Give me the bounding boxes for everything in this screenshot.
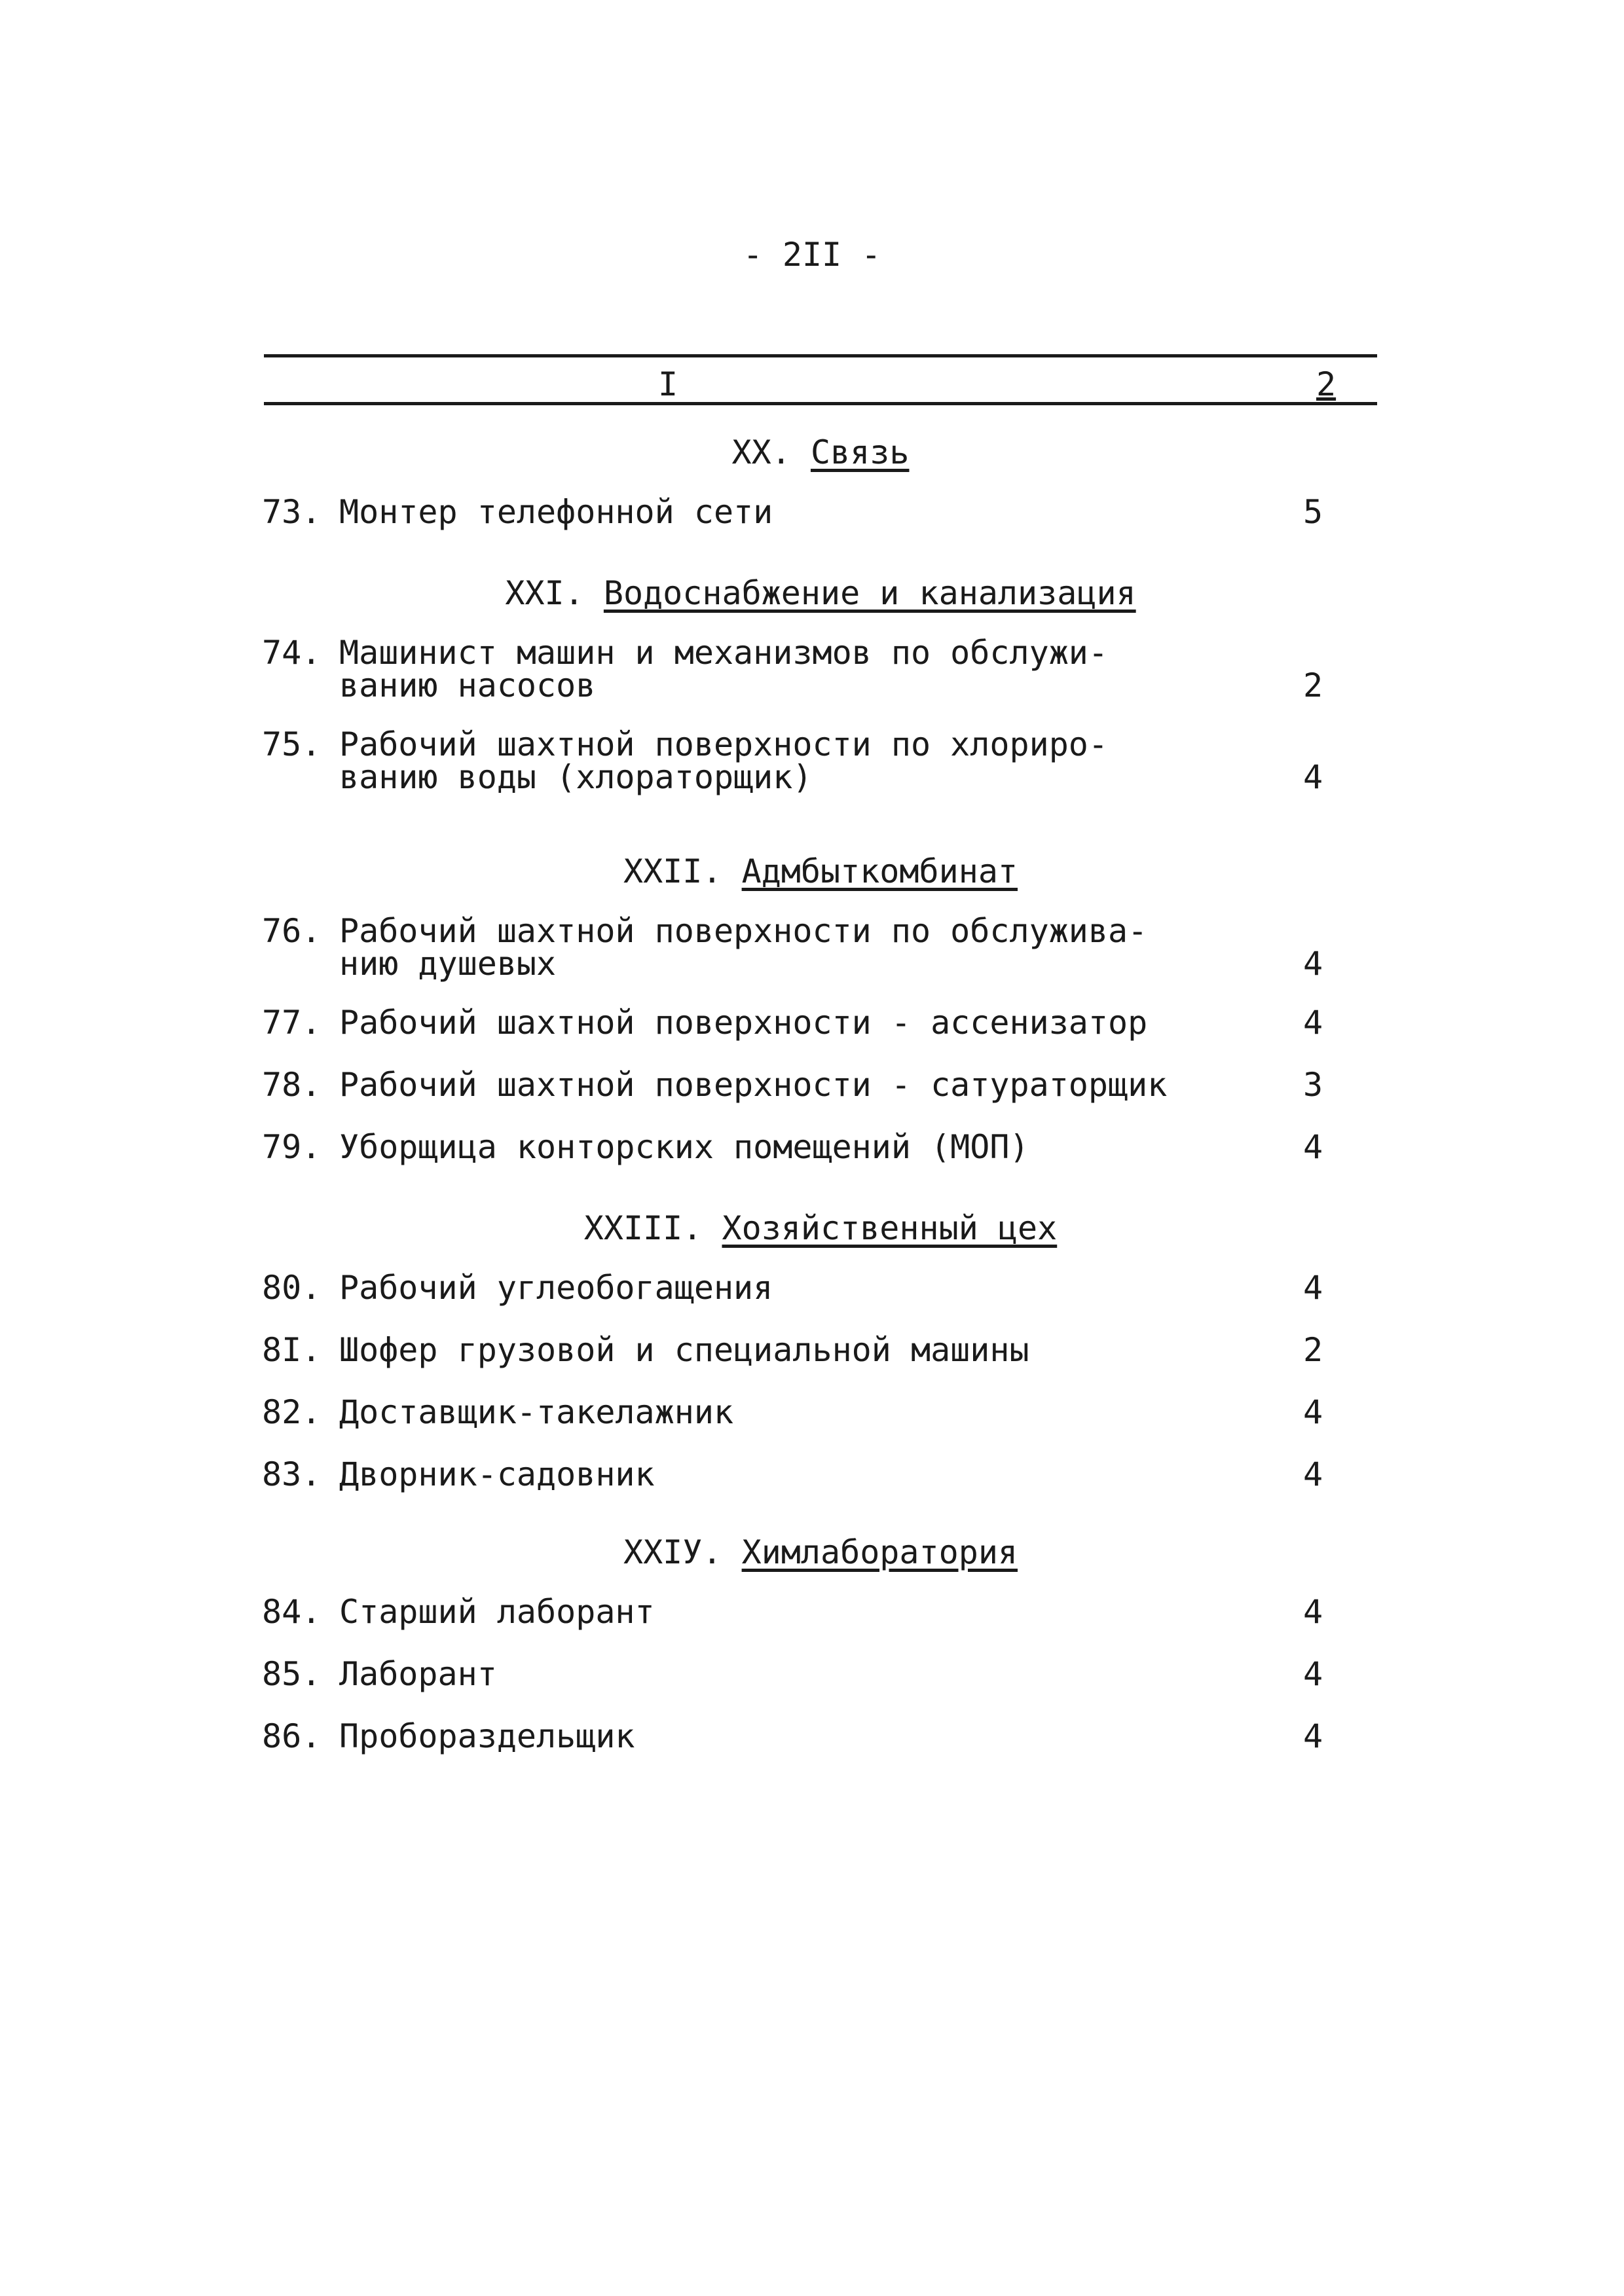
section-title: Адмбыткомбинат [741,852,1018,890]
item-text: Уборщица конторских помещений (МОП) [339,1128,1029,1166]
section-heading [264,574,1377,612]
item-number: 78. [262,1066,322,1104]
list-item [262,636,1336,702]
item-text: Лаборант [339,1655,497,1693]
section-roman: XXI. [505,574,584,612]
list-item [262,1331,1336,1369]
item-value: 3 [1303,1066,1323,1104]
item-number: 77. [262,1004,322,1042]
item-number: 8I. [262,1331,322,1369]
table-top-rule [264,354,1377,357]
item-number: 80. [262,1269,322,1307]
item-value: 4 [1303,945,1323,983]
column-header-1: I [658,365,678,403]
item-value: 4 [1303,1455,1323,1493]
item-text: Шофер грузовой и специальной машины [339,1331,1029,1369]
list-item [262,1269,1336,1307]
item-number: 85. [262,1655,322,1693]
list-item [262,1717,1336,1755]
section-roman: XXIII. [583,1209,703,1247]
item-text: Пробораздельщик [339,1717,635,1755]
item-value: 4 [1303,1269,1323,1307]
item-number: 73. [262,493,322,531]
item-number: 76. [262,912,322,950]
column-header-2: 2 [1316,365,1337,403]
section-heading [264,433,1377,471]
item-text: Дворник-садовник [339,1455,655,1493]
item-number: 74. [262,634,322,672]
item-text: Рабочий шахтной поверхности - ассенизатор [339,1004,1148,1042]
list-item [262,1004,1336,1042]
item-value: 4 [1303,1004,1323,1042]
item-text-line-2: нию душевых [339,945,557,983]
section-title: Связь [810,433,910,471]
section-heading [264,1533,1377,1571]
item-text-line-2: ванию насосов [339,666,596,704]
list-item [262,1066,1336,1104]
section-roman: XX. [731,433,791,471]
list-item [262,493,1336,531]
item-value: 2 [1303,1331,1323,1369]
item-value: 4 [1303,758,1323,796]
section-roman: XXIУ. [623,1533,722,1571]
item-text-line-1: Рабочий шахтной поверхности по хлориро- [339,725,1108,763]
item-number: 86. [262,1717,322,1755]
list-item [262,1655,1336,1693]
item-text-line-2: ванию воды (хлораторщик) [339,758,813,796]
item-text-line-1: Рабочий шахтной поверхности по обслужива- [339,912,1148,950]
section-heading [264,852,1377,890]
item-number: 75. [262,725,322,763]
list-item [262,1128,1336,1166]
item-value: 4 [1303,1393,1323,1431]
item-text: Рабочий шахтной поверхности - сатураторщик [339,1066,1168,1104]
item-text: Рабочий углеобогащения [339,1269,773,1307]
page-number: - 2II - [743,236,881,274]
section-title: Химлаборатория [741,1533,1018,1571]
section-roman: XXII. [623,852,722,890]
item-number: 82. [262,1393,322,1431]
item-value: 4 [1303,1593,1323,1631]
item-text: Доставщик-такелажник [339,1393,734,1431]
item-text: Монтер телефонной сети [339,493,773,531]
item-value: 4 [1303,1717,1323,1755]
item-value: 4 [1303,1128,1323,1166]
item-value: 4 [1303,1655,1323,1693]
section-title: Водоснабжение и канализация [603,574,1136,612]
list-item [262,725,1336,796]
item-text: Старший лаборант [339,1593,655,1631]
item-number: 84. [262,1593,322,1631]
section-heading [264,1209,1377,1247]
item-value: 5 [1303,493,1323,531]
item-value: 2 [1303,666,1323,704]
table-header-rule [264,402,1377,405]
item-text-line-1: Машинист машин и механизмов по обслужи- [339,634,1108,672]
list-item [262,1593,1336,1631]
item-number: 83. [262,1455,322,1493]
section-title: Хозяйственный цех [722,1209,1058,1247]
list-item [262,912,1336,983]
item-number: 79. [262,1128,322,1166]
list-item [262,1393,1336,1431]
list-item [262,1455,1336,1493]
